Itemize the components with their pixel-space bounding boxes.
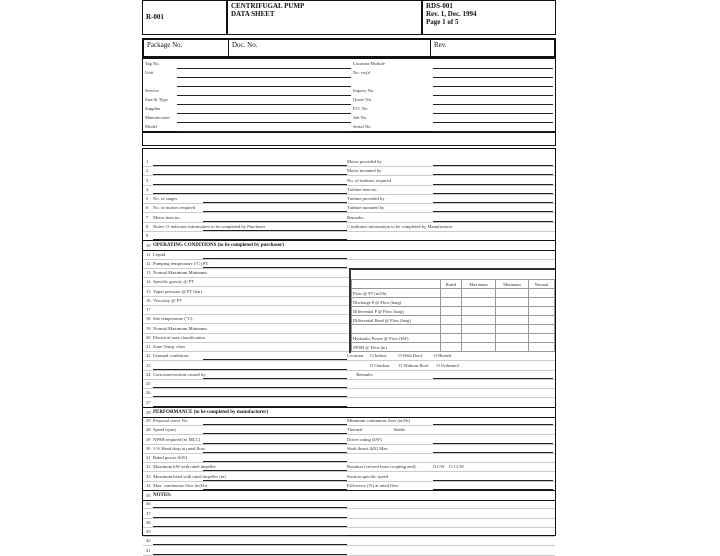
info-label: Service	[145, 88, 159, 93]
row-number: 32	[146, 464, 151, 470]
table-cell[interactable]	[528, 343, 554, 352]
package-no-label: Package No.	[147, 41, 183, 49]
info-field[interactable]	[177, 68, 351, 69]
table-row-label: Hydraulic Power @ Flow (kW)	[352, 334, 441, 343]
table-cell[interactable]	[496, 298, 529, 307]
table-cell[interactable]	[496, 343, 529, 352]
table-cell[interactable]	[441, 343, 462, 352]
row-number: 30	[146, 445, 151, 451]
row-number: 19	[146, 325, 151, 331]
row-label: Unusual conditions	[153, 353, 189, 359]
doc-id: R-001	[146, 13, 164, 21]
flow-table	[349, 268, 555, 353]
row-label: No. of stages	[153, 196, 178, 201]
table-cell[interactable]	[462, 298, 496, 307]
row-number: 33	[146, 473, 151, 479]
row-label: Proposal curve No.	[153, 418, 189, 423]
row-label: Normal Maximum Minimum	[153, 325, 207, 331]
info-label: Supplier	[145, 106, 161, 111]
form-row	[143, 546, 555, 556]
info-label-right: Serial No.	[353, 124, 372, 129]
row-number: 4	[146, 186, 149, 192]
row-number: 28	[146, 427, 151, 433]
row-label-right: Motor provided by	[347, 159, 382, 164]
row-number: 40	[146, 538, 151, 544]
table-cell[interactable]	[441, 307, 462, 316]
ref-number: RDS-001	[426, 2, 453, 10]
row-label: Rated power (kW)	[153, 455, 188, 460]
table-cell[interactable]	[528, 325, 554, 334]
row-number: 12	[146, 260, 151, 266]
row-number: 6	[146, 205, 149, 211]
info-field[interactable]	[177, 104, 351, 105]
info-field[interactable]	[177, 95, 351, 96]
table-cell[interactable]	[462, 343, 496, 352]
table-row	[352, 325, 555, 334]
row-number: 38	[146, 519, 151, 525]
table-cell[interactable]	[528, 289, 554, 298]
table-cell[interactable]	[496, 316, 529, 325]
row-number: 35	[146, 493, 151, 498]
table-cell[interactable]	[528, 334, 554, 343]
row-label: Notes: O indicates information to be completed by Purchaser	[153, 223, 266, 229]
page-number: Page 1 of 5	[426, 18, 459, 26]
row-label: NPSH required (m MLC)	[153, 436, 201, 442]
row-label-right: Driver rating (kW)	[347, 436, 382, 442]
title-block	[142, 0, 556, 35]
info-field-right[interactable]	[433, 77, 553, 78]
row-number: 22	[146, 353, 151, 359]
row-label: Normal Maximum Minimum	[153, 270, 207, 275]
row-label-right: Suction specific speed	[347, 473, 389, 479]
table-cell[interactable]	[441, 316, 462, 325]
info-block	[142, 58, 556, 132]
row-number: 7	[146, 214, 149, 220]
row-label-right: Location O Indoor O With Roof O Heated	[347, 353, 452, 359]
table-cell[interactable]	[462, 325, 496, 334]
info-field-right[interactable]	[433, 68, 553, 69]
row-number: 28	[146, 409, 151, 415]
info-field-right[interactable]	[433, 86, 553, 87]
table-cell[interactable]	[441, 334, 462, 343]
row-number: 24	[146, 371, 151, 377]
row-label: 3 % Head drop at rated flow	[153, 445, 206, 451]
table-header: Minimum	[496, 280, 529, 289]
row-number: 9	[146, 233, 149, 238]
doc-no-label: Doc. No.	[228, 40, 437, 56]
row-number: 14	[146, 279, 151, 285]
table-row	[352, 334, 555, 343]
table-cell[interactable]	[496, 307, 529, 316]
row-label-right: Minimum continuous flow (m3/h)	[347, 418, 410, 423]
table-row-label: Flow @ PT (m3/h)	[352, 289, 441, 298]
row-label-right: Efficiency (%) at rated flow	[347, 482, 399, 488]
row-number: 10	[146, 243, 151, 249]
row-label-right: Remarks	[347, 371, 373, 377]
table-row	[352, 298, 555, 307]
row-number: 16	[146, 297, 151, 303]
row-label: Maximum kW with rated impeller	[153, 464, 216, 470]
row-label: Vapor pressure @ PT (bar)	[153, 288, 203, 294]
row-label: Speed (rpm)	[153, 427, 176, 433]
row-label: NOTES:	[153, 493, 172, 498]
table-cell[interactable]	[441, 289, 462, 298]
info-label-right: Location/Module	[353, 61, 385, 66]
blank-block	[142, 132, 556, 146]
row-label: PERFORMANCE (to be completed by manufacturer)	[153, 409, 269, 415]
info-field-right[interactable]	[433, 113, 553, 114]
row-number: 39	[146, 529, 151, 534]
row-number: 25	[146, 381, 151, 386]
info-field[interactable]	[177, 122, 351, 123]
row-label: Zone Temp. class	[153, 344, 186, 349]
table-row-label: Differential P @ Flow (barg)	[352, 307, 441, 316]
revision: Rev. 1, Dec. 1994	[426, 10, 477, 18]
info-label: Manufacturer	[145, 115, 170, 120]
doc-title	[226, 1, 429, 34]
row-label: Max. continuous flow (m3/h)	[153, 482, 208, 488]
row-label-right: O Outdoor O Without Roof O Unheated	[347, 362, 459, 368]
table-cell[interactable]	[496, 334, 529, 343]
row-label: Maximum head with rated impeller (m)	[153, 473, 226, 479]
table-cell[interactable]	[496, 325, 529, 334]
row-label: Liquid	[153, 251, 166, 257]
row-label-right: Thermal Stable	[347, 427, 406, 433]
row-number: 3	[146, 177, 149, 183]
row-number: 18	[146, 316, 151, 322]
title-line-2: DATA SHEET	[231, 10, 275, 18]
row-label-right: Turbine provided by	[347, 196, 385, 201]
row-label: Corrosion/erosion caused by	[153, 371, 206, 377]
info-label: Unit	[145, 70, 154, 75]
table-cell[interactable]	[441, 325, 462, 334]
info-field-right[interactable]	[433, 95, 553, 96]
row-label: Electrical area classification	[153, 334, 205, 340]
info-field[interactable]	[177, 113, 351, 114]
row-label: OPERATING CONDITIONS (to be completed by purchaser)	[153, 243, 284, 249]
table-row-label	[352, 325, 441, 334]
info-label-right: Inquiry No.	[353, 88, 375, 93]
table-row-label: Discharge P @ Flow (barg)	[352, 298, 441, 307]
info-label-right: Job No.	[353, 115, 368, 120]
row-label: No. of motors required	[153, 205, 196, 211]
row-number: 37	[146, 510, 151, 516]
row-number: 17	[146, 307, 151, 312]
info-field-right[interactable]	[433, 104, 553, 105]
row-label: Motor item no.	[153, 214, 181, 220]
row-label: Pumping temperature (°C) PT	[153, 260, 209, 266]
row-label-right: Motor mounted by	[347, 168, 382, 174]
table-header	[352, 280, 441, 289]
row-label-right: Turbine mounted by	[347, 205, 385, 211]
table-cell[interactable]	[528, 298, 554, 307]
info-field[interactable]	[177, 77, 351, 78]
table-header: Rated	[441, 280, 462, 289]
row-number: 36	[146, 501, 151, 507]
table-row-label: NPSH @ Flow (m)	[352, 343, 441, 352]
table-cell[interactable]	[528, 307, 554, 316]
table-cell[interactable]	[462, 334, 496, 343]
info-label-right: Quote No.	[353, 97, 373, 102]
row-number: 21	[146, 344, 151, 349]
row-number: 15	[146, 288, 151, 294]
rev-label: Rev.	[430, 40, 554, 56]
row-label-right: Turbine item no.	[347, 186, 378, 192]
table-cell[interactable]	[462, 316, 496, 325]
row-number: 26	[146, 390, 151, 396]
row-number: 5	[146, 196, 149, 201]
table-row	[352, 289, 555, 298]
row-label-right: No. of turbines required	[347, 177, 392, 183]
row-label: Site temperature (°C):	[153, 316, 194, 322]
table-cell[interactable]	[441, 298, 462, 307]
table-cell[interactable]	[462, 307, 496, 316]
info-label-right: P.O. No.	[353, 106, 369, 111]
row-number: 23	[146, 362, 151, 368]
row-number: 31	[146, 455, 151, 460]
info-field[interactable]	[177, 86, 351, 87]
table-cell[interactable]	[528, 316, 554, 325]
table-row	[352, 343, 555, 352]
row-number: 20	[146, 334, 151, 340]
row-number: 8	[146, 223, 149, 229]
row-label: Specific gravity @ PT	[153, 279, 195, 285]
table-header: Normal	[528, 280, 554, 289]
row-label: Viscosity @ PT	[153, 297, 182, 303]
row-label-right: □ indicates information to be completed by Manufacturer	[347, 223, 453, 229]
info-label: Model	[145, 124, 157, 129]
info-label-right: No. req'd	[353, 70, 370, 75]
row-number: 13	[146, 270, 151, 275]
row-number: 2	[146, 168, 149, 174]
table-row	[352, 307, 555, 316]
row-number: 29	[146, 436, 151, 442]
row-number: 1	[146, 159, 149, 164]
row-number: 29	[146, 418, 151, 423]
row-label-right: Shaft thrust (kN) Max.	[347, 445, 389, 451]
row-number: 11	[146, 251, 151, 257]
table-cell[interactable]	[496, 289, 529, 298]
title-line-1: CENTRIFUGAL PUMP	[231, 2, 305, 10]
row-number: 41	[146, 547, 151, 553]
info-label: Size & Type	[145, 97, 168, 102]
row-field[interactable]	[153, 554, 347, 555]
table-header: Maximum	[462, 280, 496, 289]
row-label-right: Rotation (viewed from coupling end): O CW O CCW	[347, 464, 465, 470]
doc-ref	[421, 1, 555, 34]
main-form	[142, 148, 556, 553]
table-row	[352, 316, 555, 325]
table-cell[interactable]	[462, 289, 496, 298]
table-row-label: Differential Head @ Flow (barg)	[352, 316, 441, 325]
row-number: 27	[146, 399, 151, 405]
row-label-right: Remarks:	[347, 214, 365, 220]
row-number: 34	[146, 482, 151, 488]
info-field-right[interactable]	[433, 122, 553, 123]
info-label: Tag No.	[145, 61, 160, 66]
package-block	[142, 38, 556, 58]
